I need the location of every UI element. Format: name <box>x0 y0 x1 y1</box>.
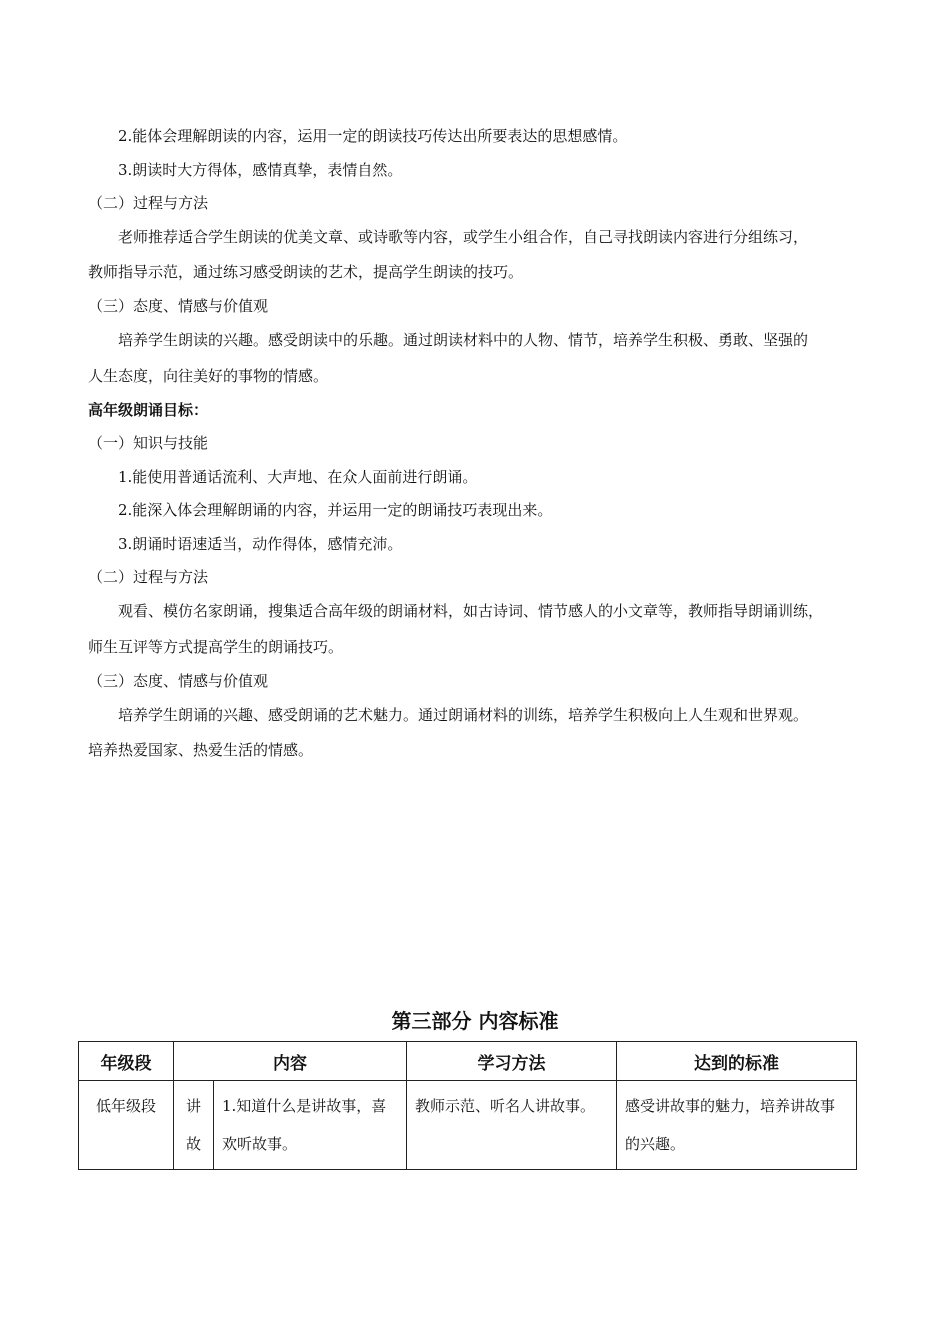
paragraph-line: 2.能体会理解朗读的内容，运用一定的朗读技巧传达出所要表达的思想感情。 <box>118 127 628 145</box>
subheading: （二）过程与方法 <box>88 194 209 212</box>
paragraph-line: 2.能深入体会理解朗诵的内容，并运用一定的朗诵技巧表现出来。 <box>118 501 553 519</box>
header-grade: 年级段 <box>79 1042 174 1081</box>
section-title: 第三部分 内容标准 <box>391 1009 559 1033</box>
paragraph-line: 师生互评等方式提高学生的朗诵技巧。 <box>88 638 344 656</box>
paragraph-line: 培养学生朗读的兴趣。感受朗读中的乐趣。通过朗读材料中的人物、情节，培养学生积极、勇敢、坚强的 <box>118 331 809 349</box>
paragraph-line: 3.朗读时大方得体，感情真挚，表情自然。 <box>118 161 403 179</box>
subheading: （三）态度、情感与价值观 <box>88 297 269 315</box>
table-header-row <box>79 1042 857 1081</box>
cell-category <box>174 1081 214 1170</box>
cell-standard: 感受讲故事的魅力，培养讲故事的兴趣。 <box>617 1081 857 1170</box>
subheading: （二）过程与方法 <box>88 568 209 586</box>
paragraph-line: 人生态度，向往美好的事物的情感。 <box>88 367 329 385</box>
header-standard: 达到的标准 <box>617 1042 857 1081</box>
cell-content: 1.知道什么是讲故事，喜欢听故事。 <box>214 1081 407 1170</box>
subheading: （一）知识与技能 <box>88 434 209 452</box>
subheading: （三）态度、情感与价值观 <box>88 672 269 690</box>
cell-method: 教师示范、听名人讲故事。 <box>407 1081 617 1170</box>
category-char: 故 <box>185 1135 201 1153</box>
category-char: 讲 <box>185 1097 201 1115</box>
paragraph-line: 3.朗诵时语速适当，动作得体，感情充沛。 <box>118 535 403 553</box>
paragraph-line: 教师指导示范，通过练习感受朗读的艺术，提高学生朗读的技巧。 <box>88 263 524 281</box>
header-method: 学习方法 <box>407 1042 617 1081</box>
content-standard-table <box>78 1041 857 1170</box>
paragraph-line: 1.能使用普通话流利、大声地、在众人面前进行朗诵。 <box>118 468 478 486</box>
section-heading: 高年级朗诵目标： <box>88 401 209 419</box>
paragraph-line: 老师推荐适合学生朗读的优美文章、或诗歌等内容，或学生小组合作，自己寻找朗读内容进行分组练习， <box>118 228 809 246</box>
table-row <box>79 1081 857 1170</box>
paragraph-line: 观看、模仿名家朗诵，搜集适合高年级的朗诵材料，如古诗词、情节感人的小文章等，教师指导朗诵训练， <box>118 602 824 620</box>
cell-grade: 低年级段 <box>79 1081 174 1170</box>
paragraph-line: 培养学生朗诵的兴趣、感受朗诵的艺术魅力。通过朗诵材料的训练，培养学生积极向上人生观和世界观。 <box>118 706 809 724</box>
header-content: 内容 <box>174 1042 407 1081</box>
paragraph-line: 培养热爱国家、热爱生活的情感。 <box>88 741 314 759</box>
